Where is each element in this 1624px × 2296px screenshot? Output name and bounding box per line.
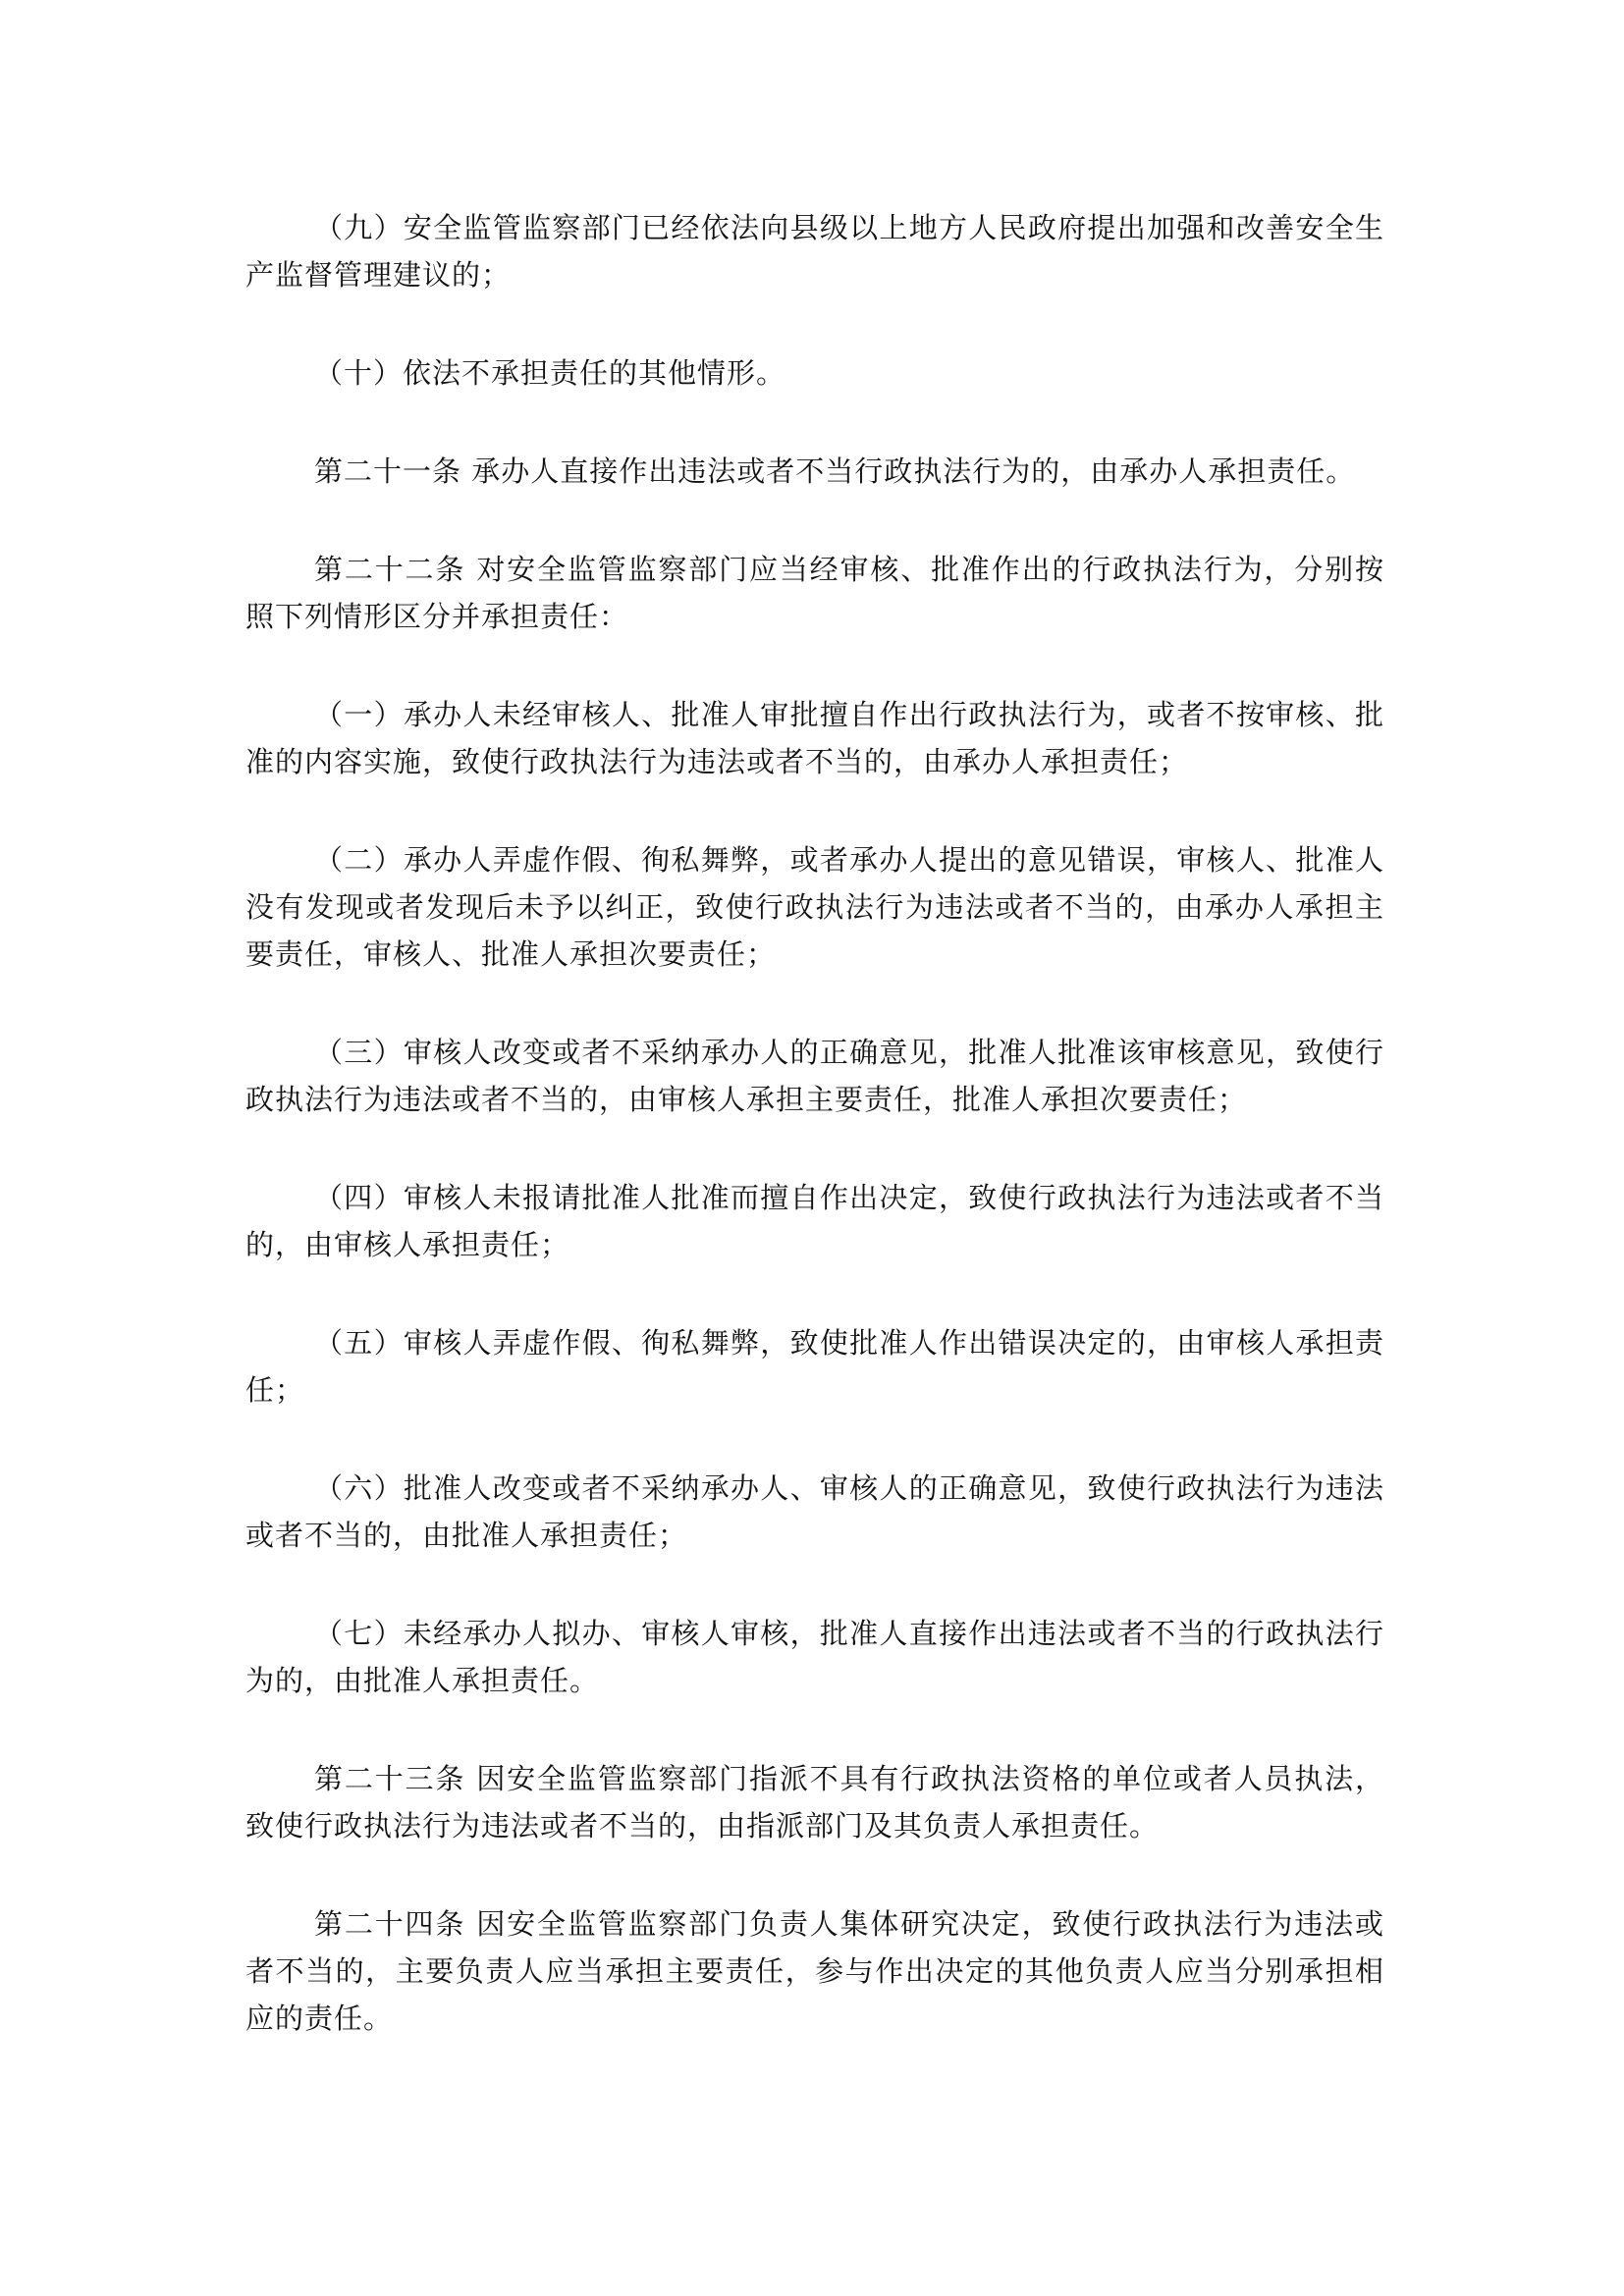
article-22-item-5: （五）审核人弄虚作假、徇私舞弊，致使批准人作出错误决定的，由审核人承担责任；	[245, 1326, 1384, 1407]
article-22-item-6: （六）批准人改变或者不采纳承办人、审核人的正确意见，致使行政执法行为违法或者不当的，由批准人承担责任；	[245, 1471, 1384, 1552]
article-22-item-7: （七）未经承办人拟办、审核人审核，批准人直接作出违法或者不当的行政执法行为的，由批准人承担责任。	[245, 1617, 1384, 1697]
paragraph-item-10: （十）依法不承担责任的其他情形。	[314, 356, 786, 390]
article-22-item-3: （三）审核人改变或者不采纳承办人的正确意见，批准人批准该审核意见，致使行政执法行为违法或者不当的，由审核人承担主要责任，批准人承担次要责任；	[245, 1036, 1384, 1116]
article-24: 第二十四条 因安全监管监察部门负责人集体研究决定，致使行政执法行为违法或者不当的，主要负责人应当承担主要责任，参与作出决定的其他负责人应当分别承担相应的责任。	[245, 1907, 1384, 2035]
paragraph-item-9: （九）安全监管监察部门已经依法向县级以上地方人民政府提出加强和改善安全生产监督管理建议的；	[245, 211, 1384, 292]
article-21: 第二十一条 承办人直接作出违法或者不当行政执法行为的，由承办人承担责任。	[314, 454, 1356, 488]
article-22-item-2: （二）承办人弄虚作假、徇私舞弊，或者承办人提出的意见错误，审核人、批准人没有发现或者发现后未予以纠正，致使行政执法行为违法或者不当的，由承办人承担主要责任，审核人、批准人承担次要责任；	[245, 843, 1384, 971]
article-22: 第二十二条 对安全监管监察部门应当经审核、批准作出的行政执法行为，分别按照下列情形区分并承担责任：	[245, 553, 1384, 633]
article-22-item-4: （四）审核人未报请批准人批准而擅自作出决定，致使行政执法行为违法或者不当的，由审核人承担责任；	[245, 1181, 1384, 1261]
document-body	[245, 204, 1384, 2042]
article-23: 第二十三条 因安全监管监察部门指派不具有行政执法资格的单位或者人员执法，致使行政执法行为违法或者不当的，由指派部门及其负责人承担责任。	[245, 1762, 1384, 1842]
article-22-item-1: （一）承办人未经审核人、批准人审批擅自作出行政执法行为，或者不按审核、批准的内容实施，致使行政执法行为违法或者不当的，由承办人承担责任；	[245, 698, 1384, 778]
